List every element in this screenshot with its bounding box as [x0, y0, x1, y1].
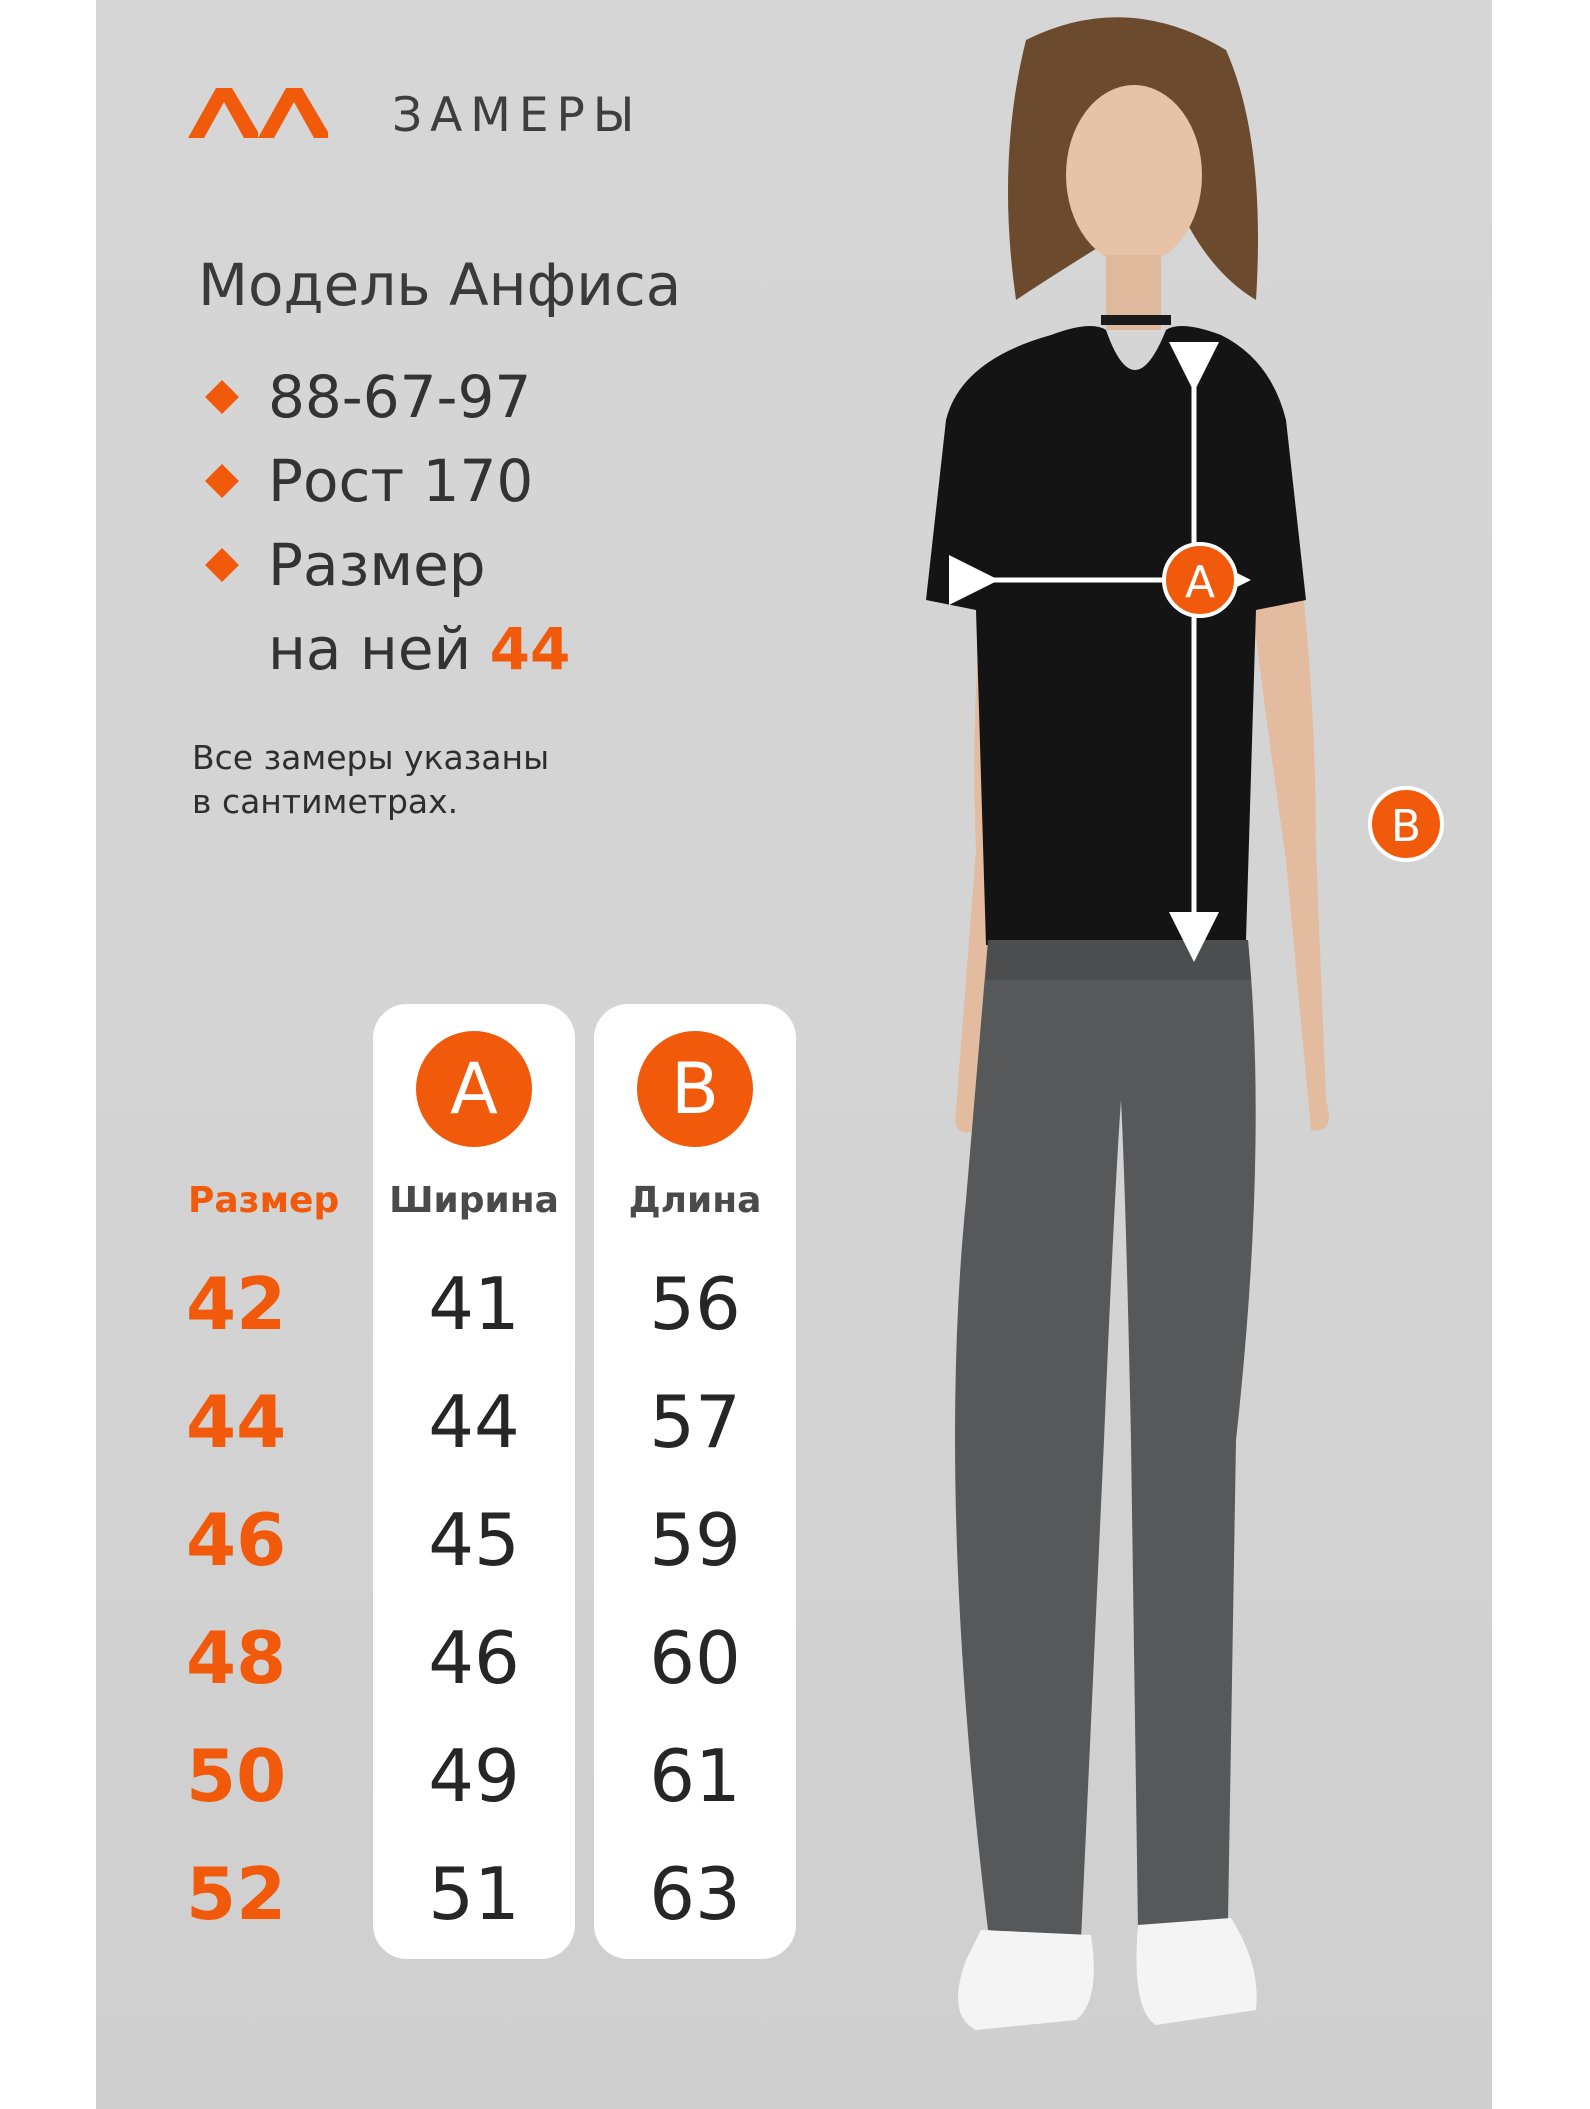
width-value: 41 — [428, 1262, 520, 1346]
marker-b-label: B — [1390, 801, 1422, 852]
size-value: 42 — [186, 1262, 287, 1346]
diamond-bullet-icon — [205, 380, 239, 414]
model-photo — [876, 0, 1492, 2109]
model-params — [198, 355, 658, 439]
width-value: 45 — [428, 1498, 520, 1582]
size-value: 46 — [186, 1498, 287, 1582]
width-column-card — [373, 1004, 575, 1959]
length-value: 57 — [649, 1380, 741, 1464]
length-value: 63 — [649, 1852, 741, 1936]
model-size-label-line2: на ней — [268, 615, 472, 683]
width-value: 44 — [428, 1380, 520, 1464]
model-size-label-line1: Размер — [268, 531, 486, 599]
size-column-header: Размер — [188, 1180, 340, 1221]
size-chart-poster — [96, 0, 1492, 2109]
width-value: 46 — [428, 1616, 520, 1700]
model-height — [198, 439, 658, 523]
model-params-list — [198, 355, 658, 691]
length-column-header: Длина — [628, 1180, 762, 1221]
length-value: 56 — [649, 1262, 741, 1346]
width-value: 51 — [428, 1852, 520, 1936]
length-value: 60 — [649, 1616, 741, 1700]
model-size — [198, 523, 658, 691]
length-column-card — [594, 1004, 796, 1959]
brand-caption: ЗАМЕРЫ — [392, 88, 643, 143]
marker-a-label: A — [1184, 557, 1216, 608]
units-note-line2: в сантиметрах. — [192, 782, 459, 821]
units-note — [192, 736, 652, 824]
length-value: 59 — [649, 1498, 741, 1582]
length-value: 61 — [649, 1734, 741, 1818]
units-note-line1: Все замеры указаны — [192, 738, 550, 777]
model-size-value: 44 — [489, 615, 571, 683]
size-column — [186, 1245, 286, 1953]
diamond-bullet-icon — [205, 464, 239, 498]
diamond-bullet-icon — [205, 548, 239, 582]
brand-logo-icon — [188, 88, 328, 138]
model-height-value: Рост 170 — [268, 447, 534, 515]
width-column-header: Ширина — [389, 1180, 559, 1221]
size-value: 50 — [186, 1734, 287, 1818]
size-value: 44 — [186, 1380, 287, 1464]
model-name: Модель Анфиса — [198, 251, 682, 319]
badge-b: B — [637, 1031, 753, 1147]
size-value: 52 — [186, 1852, 287, 1936]
width-value: 49 — [428, 1734, 520, 1818]
model-params-value: 88-67-97 — [268, 363, 532, 431]
size-value: 48 — [186, 1616, 287, 1700]
badge-a: A — [416, 1031, 532, 1147]
